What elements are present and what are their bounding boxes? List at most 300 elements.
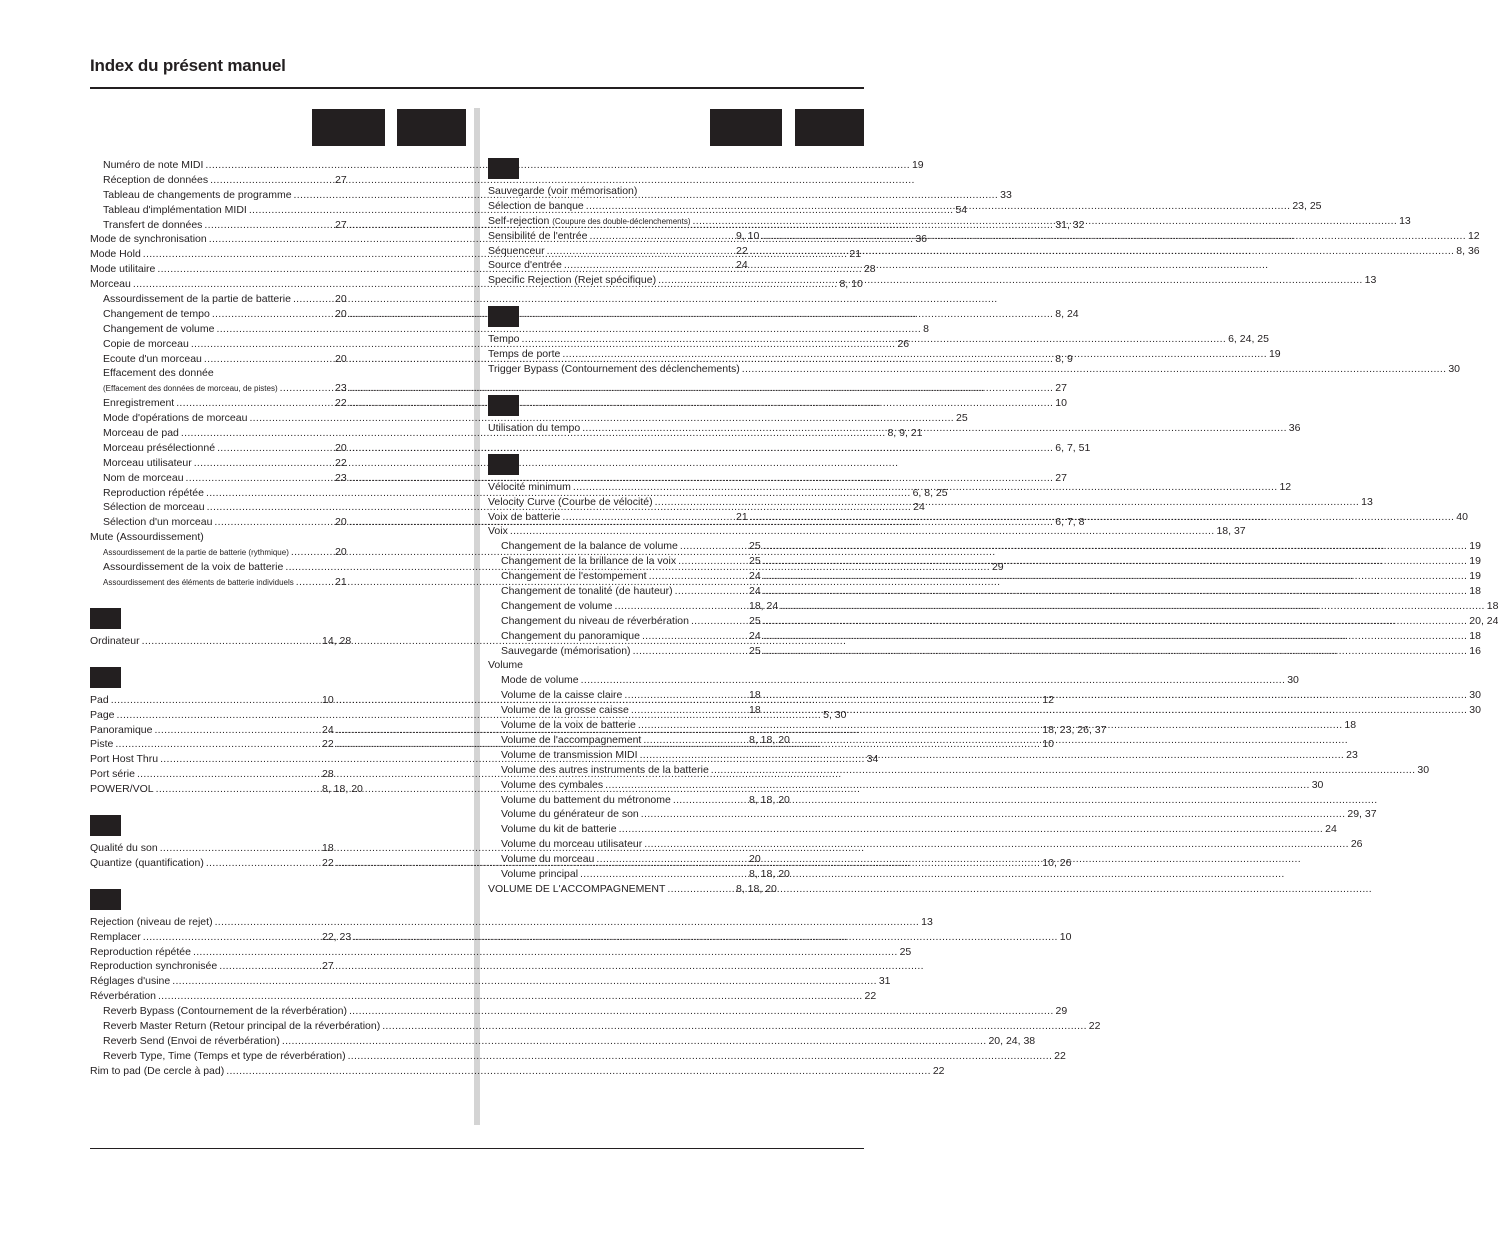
entry-term: Copie de morceau — [103, 337, 189, 350]
entry-segment — [501, 554, 749, 569]
header-box-3 — [710, 109, 782, 146]
entry-pages: 19 — [911, 159, 924, 171]
entry-term: Reverb Bypass (Contournement de la réverbération) — [103, 1005, 347, 1018]
entry-term: Reverb Type, Time (Temps et type de réverbération) — [103, 1049, 346, 1062]
footer-rule — [90, 1148, 864, 1149]
entry-pages: 8, 18, 20 — [322, 783, 363, 796]
entry-pages: 28 — [863, 263, 876, 276]
entry-term: Assourdissement des éléments de batterie individuels — [103, 577, 294, 587]
dot-leader — [763, 539, 1468, 554]
dot-leader — [353, 930, 1058, 945]
entry-term: Volume principal — [501, 867, 579, 880]
dot-leader — [193, 945, 898, 960]
entry-line — [501, 673, 1299, 688]
entry-term: Reproduction répétée — [103, 486, 204, 499]
entry-pages: 25 — [956, 412, 968, 425]
entry-segment — [90, 856, 322, 871]
entry-line — [501, 807, 1377, 822]
entry-line — [90, 974, 891, 989]
entry-term: Ecoute d'un morceau — [103, 352, 202, 365]
entry-term: Changement de volume — [501, 599, 613, 612]
entry-segment — [749, 629, 1481, 644]
entry-pages: 22, 23 — [322, 930, 352, 943]
entry-pages: 20 — [749, 853, 761, 866]
entry-line — [103, 456, 462, 471]
entry-pages: 18 — [1469, 585, 1481, 598]
index-entry — [488, 244, 1480, 259]
entry-line — [103, 173, 462, 188]
dot-leader — [644, 837, 1349, 852]
header-box-2 — [397, 109, 466, 146]
index-entry — [488, 614, 1498, 629]
entry-segment — [501, 539, 749, 554]
entry-term: Morceau de pad — [103, 427, 179, 440]
entry-term: Volume du morceau — [501, 853, 595, 866]
entry-pages: 18, 23, 26, 37 — [1042, 723, 1107, 736]
section-letter-box — [488, 395, 519, 416]
entry-segment — [488, 510, 736, 525]
entry-segment — [749, 733, 859, 748]
entry-pages: 10 — [1059, 930, 1072, 943]
dot-leader — [522, 332, 1227, 347]
entry-term: Changement de tonalité (de hauteur) — [501, 585, 673, 598]
entry-segment — [322, 782, 462, 797]
entry-segment — [501, 733, 749, 748]
entry-segment — [749, 688, 1481, 703]
entry-term: Rejection (niveau de rejet) — [90, 915, 213, 928]
section-gap — [90, 871, 462, 889]
entry-term: Port Host Thru — [90, 753, 159, 766]
entry-term: Ordinateur — [90, 634, 140, 647]
entry-pages: 13 — [921, 915, 933, 928]
section-gap — [90, 649, 462, 667]
entry-term: Mode Hold — [90, 248, 141, 261]
entry-pages: 19 — [1469, 555, 1481, 568]
entry-term: Volume de l'accompagnement — [501, 733, 642, 746]
entry-line — [103, 471, 1067, 486]
dot-leader — [158, 989, 863, 1004]
entry-line — [90, 915, 933, 930]
entry-segment — [90, 737, 322, 752]
entry-pages: 12 — [1042, 693, 1054, 706]
dot-leader — [172, 974, 877, 989]
entry-term: Piste — [90, 738, 114, 751]
dot-leader — [763, 554, 1468, 569]
entry-term: Morceau utilisateur — [103, 456, 192, 469]
entry-pages: 20 — [335, 352, 347, 365]
entry-pages: 24 — [749, 585, 761, 598]
dot-leader — [562, 347, 1267, 362]
dot-leader — [573, 480, 1278, 495]
entry-term: Volume de la voix de batterie — [501, 719, 636, 732]
section-gap — [488, 377, 859, 395]
entry-term: Tableau de changements de programme — [103, 188, 292, 201]
entry-segment — [335, 575, 462, 590]
entry-pages: 8, 36 — [1456, 244, 1480, 257]
entry-line — [103, 411, 968, 426]
entry-term: Changement du niveau de réverbération — [501, 614, 689, 627]
dot-leader — [564, 258, 1269, 273]
entry-term: Assourdissement de la partie de batterie (rythmique) — [103, 548, 289, 558]
entry-pages: 27 — [1055, 471, 1067, 484]
entry-term: Vélocité minimum — [488, 480, 571, 493]
entry-line — [501, 867, 859, 882]
entry-term: Trigger Bypass (Contournement des déclenchements) — [488, 363, 740, 376]
entry-segment — [322, 959, 462, 974]
entry-term: Volume du morceau utilisateur — [501, 838, 643, 851]
entry-segment — [90, 930, 322, 945]
entry-pages: 25 — [749, 614, 761, 627]
dot-leader — [658, 273, 1363, 288]
entry-pages: 8, 9, 21 — [887, 427, 923, 440]
entry-line — [103, 322, 929, 337]
entry-term: Volume des autres instruments de la batterie — [501, 763, 709, 776]
dot-leader — [348, 1049, 1053, 1064]
index-entry — [90, 1064, 945, 1079]
entry-segment — [488, 258, 736, 273]
entry-segment — [736, 244, 1480, 259]
entry-segment — [736, 229, 1480, 244]
index-entry — [90, 915, 933, 930]
entry-pages: 8, 18, 20 — [736, 882, 777, 895]
entry-pages: 20 — [335, 516, 347, 529]
section-gap — [90, 590, 462, 608]
index-entry — [90, 1019, 1101, 1034]
index-entry — [488, 184, 859, 199]
dot-leader — [763, 584, 1468, 599]
dot-leader — [742, 362, 1447, 377]
entry-term: Changement de volume — [103, 322, 215, 335]
entry-term: Quantize (quantification) — [90, 856, 204, 869]
entry-segment — [103, 456, 335, 471]
entry-pages: 20, 24 — [1469, 614, 1498, 627]
entry-term: Reverb Master Return (Retour principal de la réverbération) — [103, 1019, 381, 1032]
dot-leader — [750, 244, 1455, 259]
entry-segment — [103, 515, 335, 530]
entry-term: Nom de morceau — [103, 471, 184, 484]
entry-segment — [335, 545, 462, 560]
index-entry — [90, 989, 877, 1004]
index-entry — [90, 1004, 1068, 1019]
entry-line — [501, 733, 859, 748]
entry-pages: 20 — [335, 307, 347, 320]
entry-pages: 13 — [1364, 274, 1377, 287]
entry-segment — [501, 614, 749, 629]
entry-pages: 13 — [1399, 214, 1411, 227]
entry-term: Assourdissement de la partie de batterie — [103, 293, 291, 306]
entry-segment — [749, 539, 1481, 554]
index-entry — [488, 569, 1481, 584]
entry-line — [501, 703, 1481, 718]
entry-term: Sélection de morceau — [103, 501, 205, 514]
entry-line — [90, 930, 1072, 945]
entry-segment — [749, 614, 1498, 629]
entry-pages: 27 — [1055, 382, 1067, 395]
entry-pages: 18 — [749, 704, 761, 717]
entry-segment — [103, 396, 335, 411]
dot-leader — [510, 524, 1215, 539]
entry-segment — [749, 584, 1481, 599]
entry-segment — [90, 723, 322, 738]
entry-line — [103, 1034, 1036, 1049]
index-entry — [488, 763, 1430, 778]
entry-segment — [749, 644, 1481, 659]
entry-term: Sauvegarde (mémorisation) — [501, 644, 631, 657]
entry-term: Volume de transmission MIDI — [501, 748, 638, 761]
entry-segment — [90, 693, 322, 708]
entry-term: Sélection d'un morceau — [103, 516, 213, 529]
entry-term: POWER/VOL — [90, 783, 154, 796]
index-entry — [90, 381, 1067, 396]
entry-segment — [736, 510, 1468, 525]
index-entry — [90, 634, 462, 649]
index-entry — [488, 673, 1299, 688]
entry-segment — [488, 244, 736, 259]
dot-leader — [750, 510, 1455, 525]
entry-pages: 20 — [335, 546, 347, 559]
entry-term: Voix — [488, 525, 508, 538]
entry-segment — [501, 867, 749, 882]
dot-leader — [596, 852, 1301, 867]
entry-pages: 26 — [897, 337, 910, 350]
index-entry — [90, 322, 929, 337]
entry-pages: 8, 24 — [1055, 307, 1079, 320]
entry-pages: 24 — [322, 723, 334, 736]
entry-term: Changement du panoramique — [501, 629, 640, 642]
entry-term: Velocity Curve (Courbe de vélocité) — [488, 495, 653, 508]
entry-line — [103, 1019, 1101, 1034]
entry-line — [103, 307, 1079, 322]
entry-term: Morceau — [90, 278, 131, 291]
entry-pages: 23 — [1346, 748, 1358, 761]
entry-pages: 30 — [1469, 689, 1481, 702]
dot-leader — [763, 644, 1468, 659]
entry-segment — [322, 841, 462, 856]
entry-line — [488, 273, 1377, 288]
entry-pages: 18 — [749, 689, 761, 702]
entry-segment — [90, 782, 322, 797]
index-entry — [488, 584, 1481, 599]
entry-pages: 22 — [736, 244, 748, 257]
dot-leader — [763, 688, 1468, 703]
index-entry — [90, 930, 1072, 945]
dot-leader — [763, 614, 1468, 629]
entry-pages: 10 — [1055, 397, 1067, 410]
entry-term: Port série — [90, 768, 135, 781]
entry-pages: 18 — [1469, 629, 1481, 642]
entry-line — [501, 599, 1498, 614]
entry-pages: 6, 24, 25 — [1228, 333, 1269, 346]
entry-term: Changement de la balance de volume — [501, 540, 678, 553]
entry-pages: 14, 28 — [322, 634, 352, 647]
entry-term: Specific Rejection (Rejet spécifique) — [488, 274, 657, 287]
entry-term: Effacement des donnée — [103, 367, 214, 380]
index-entry — [488, 807, 1377, 822]
entry-term: Mode utilitaire — [90, 263, 156, 276]
entry-term: Numéro de note MIDI — [103, 159, 204, 171]
entry-pages: 26 — [1350, 838, 1363, 851]
entry-term: Tempo — [488, 333, 520, 346]
entry-line — [103, 292, 462, 307]
entry-pages: 10 — [1042, 738, 1054, 751]
entry-line — [501, 629, 1481, 644]
entry-segment — [501, 688, 749, 703]
entry-line — [103, 1004, 1068, 1019]
entry-pages: 22 — [1054, 1049, 1066, 1062]
entry-pages: 21 — [335, 575, 347, 588]
entry-pages: 30 — [1311, 778, 1324, 791]
entry-segment — [749, 703, 1481, 718]
entry-pages: 19 — [1268, 348, 1281, 361]
entry-term: Morceau présélectionné — [103, 441, 216, 454]
entry-segment — [501, 629, 749, 644]
entry-pages: 22 — [864, 990, 877, 1003]
entry-pages: 29, 37 — [1347, 808, 1377, 821]
index-entry — [488, 362, 1460, 377]
dot-leader — [349, 1004, 1054, 1019]
dot-leader — [763, 569, 1468, 584]
entry-segment — [90, 634, 322, 649]
header-box-1 — [312, 109, 385, 146]
index-entry — [90, 411, 968, 426]
entry-term: Transfert de données — [103, 218, 203, 231]
entry-line — [501, 822, 1337, 837]
entry-term: Mute (Assourdissement) — [90, 531, 204, 544]
entry-line — [488, 244, 1480, 259]
index-entry — [488, 629, 1481, 644]
entry-pages: 25 — [899, 945, 912, 958]
entry-pages: 36 — [915, 233, 928, 246]
entry-segment — [736, 258, 859, 273]
entry-pages: 8, 10 — [839, 278, 863, 291]
index-entry — [488, 273, 1377, 288]
entry-pages: 20 — [335, 293, 347, 306]
entry-line — [90, 989, 877, 1004]
entry-term: Volume du générateur de son — [501, 808, 639, 821]
entry-term: Remplacer — [90, 930, 141, 943]
entry-term: Enregistrement — [103, 397, 175, 410]
section-gap — [488, 288, 859, 306]
entry-pages: 21 — [736, 510, 748, 523]
entry-term: Reproduction synchronisée — [90, 960, 218, 973]
entry-pages: 36 — [1288, 421, 1301, 434]
entry-term: Changement de la brillance de la voix — [501, 555, 677, 568]
index-entry — [488, 867, 859, 882]
entry-pages: 6, 8, 25 — [912, 486, 948, 499]
entry-term: (Effacement des données de morceau, de pistes) — [103, 384, 278, 394]
entry-pages: 8, 9 — [1055, 352, 1073, 365]
entry-pages: 27 — [335, 218, 347, 231]
entry-segment — [749, 554, 1481, 569]
entry-pages: 33 — [1000, 188, 1012, 201]
entry-pages: 20, 24, 38 — [988, 1034, 1036, 1047]
index-entry — [488, 599, 1498, 614]
entry-term: Temps de porte — [488, 348, 561, 361]
entry-pages: 22 — [322, 738, 334, 751]
entry-pages: 8, 18, 20 — [749, 867, 790, 880]
entry-term: Mode de synchronisation — [90, 233, 207, 246]
dot-leader — [641, 807, 1346, 822]
section-letter-box — [90, 667, 121, 688]
entry-pages: 18 — [322, 841, 334, 854]
page-title: Index du présent manuel — [90, 56, 286, 75]
entry-term: Réverbération — [90, 990, 156, 1003]
entry-line — [90, 1064, 945, 1079]
entry-pages: 12 — [1279, 480, 1292, 493]
index-entry — [90, 782, 462, 797]
entry-pages: 34 — [866, 753, 879, 766]
section-letter-box — [488, 454, 519, 475]
entry-term: Qualité du son — [90, 841, 158, 854]
section-gap — [90, 797, 462, 815]
entry-line — [103, 441, 1091, 456]
entry-pages: 12 — [1467, 229, 1480, 242]
entry-pages: 13 — [1361, 495, 1373, 508]
dot-leader — [640, 748, 1345, 763]
entry-term: Volume de la caisse claire — [501, 689, 623, 702]
entry-segment — [335, 173, 462, 188]
entry-segment — [322, 634, 462, 649]
index-entry — [90, 307, 1079, 322]
entry-segment — [501, 852, 749, 867]
entry-pages: 27 — [335, 173, 347, 186]
dot-leader — [619, 822, 1324, 837]
entry-line — [501, 852, 859, 867]
entry-pages: 18 — [1344, 719, 1357, 732]
entry-line — [501, 644, 1481, 659]
entry-segment — [335, 292, 462, 307]
entry-line — [90, 767, 462, 782]
entry-segment — [322, 767, 462, 782]
entry-pages: 28 — [322, 768, 334, 781]
entry-line — [488, 524, 1246, 539]
entry-segment — [103, 381, 335, 397]
entry-pages: 24 — [1325, 823, 1337, 836]
entry-line — [103, 158, 924, 173]
index-entry — [488, 778, 1324, 793]
entry-line — [90, 945, 912, 960]
entry-line — [501, 778, 1324, 793]
index-entry — [90, 173, 462, 188]
entry-segment — [749, 569, 1481, 584]
entry-pages: 8 — [923, 322, 929, 335]
index-entry — [488, 258, 859, 273]
index-entry — [488, 733, 859, 748]
dot-leader — [761, 229, 1466, 244]
entry-line — [501, 837, 1363, 852]
entry-term: Mode de volume — [501, 674, 579, 687]
section-letter-box — [90, 608, 121, 629]
dot-leader — [586, 199, 1291, 214]
dot-leader — [226, 1064, 931, 1079]
title-rule — [90, 87, 864, 89]
entry-segment — [749, 852, 859, 867]
section-gap — [488, 436, 859, 454]
index-entry — [488, 644, 1481, 659]
dot-leader — [693, 214, 1398, 229]
entry-line — [103, 575, 462, 591]
entry-pages: 24 — [749, 629, 761, 642]
index-entry — [488, 703, 1481, 718]
index-entry — [488, 658, 859, 673]
entry-pages: 29 — [1055, 1005, 1068, 1018]
entry-term: Rim to pad (De cercle à pad) — [90, 1064, 225, 1077]
dot-leader — [580, 867, 1285, 882]
entry-segment — [501, 793, 749, 808]
entry-term: Reproduction répétée — [90, 945, 191, 958]
entry-pages: 29 — [991, 561, 1004, 574]
dot-leader — [763, 703, 1468, 718]
